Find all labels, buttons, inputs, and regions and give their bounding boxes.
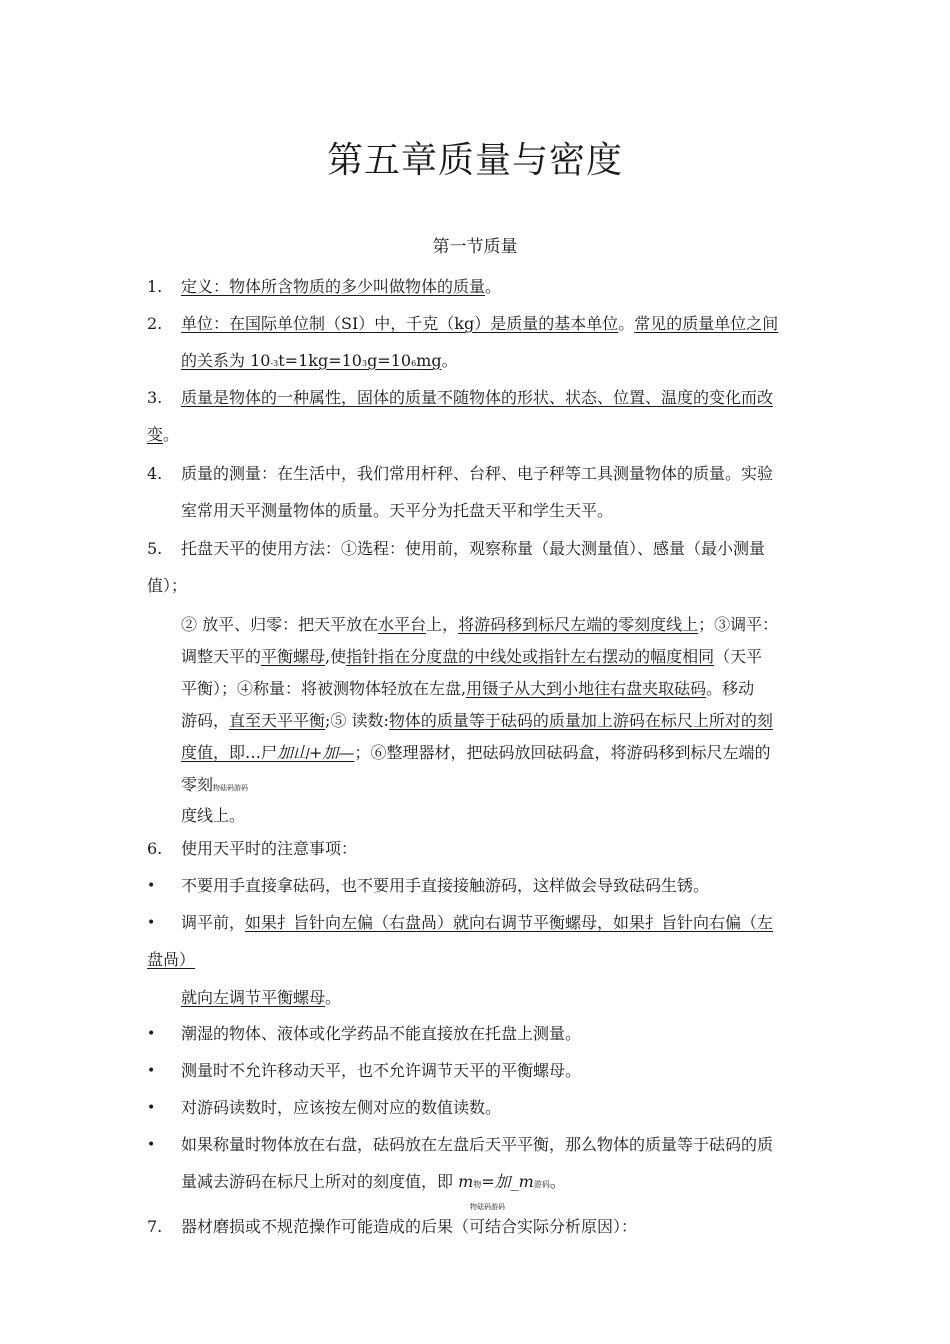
item-2-line-2: 的关系为 10-3t=1kg=103g=106mg。 xyxy=(181,351,458,370)
item-number: 1. xyxy=(147,277,163,296)
bullet-dot: • xyxy=(147,1137,156,1153)
definition-text: 定义：物体所含物质的多少叫做物体的质量 xyxy=(181,277,486,296)
para5-line-4: 游码，直至天平平衡;⑤ 读数:物体的质量等于砝码的质量加上游码在标尺上所对的刻 xyxy=(181,711,773,730)
item-2-line-1: 单位：在国际单位制（SI）中，千克（kg）是质量的基本单位。常见的质量单位之间 xyxy=(181,314,779,333)
item-4-line-1: 质量的测量：在生活中，我们常用杆秤、台秤、电子秤等工具测量物体的质量。实验 xyxy=(181,464,774,483)
item-3-line-2: 变。 xyxy=(147,425,180,444)
item-4-line-2: 室常用天平测量物体的质量。天平分为托盘天平和学生天平。 xyxy=(181,501,614,520)
bullet-2-line-3: 就向左调节平衡螺母。 xyxy=(181,988,342,1007)
bullet-3: 潮湿的物体、液体或化学药品不能直接放在托盘上测量。 xyxy=(181,1024,582,1043)
bullet-5: 对游码读数时，应该按左侧对应的数值读数。 xyxy=(181,1098,502,1117)
item-number: 2. xyxy=(147,314,163,333)
item-5-line-1: 托盘天平的使用方法：①选程：使用前，观察称量（最大测量值）、感量（最小测量 xyxy=(181,539,766,558)
item-number: 6. xyxy=(147,839,163,858)
bullet-2-line-1: 调平前，如果扌旨针向左偏（右盘咼）就向右调节平衡螺母，如果扌旨针向右偏（左 xyxy=(181,913,774,932)
bullet-dot: • xyxy=(147,915,156,931)
para5-line-3: 平衡）；④称量：将被测物体轻放在左盘,用镊子从大到小地往右盘夹取砝码。移动 xyxy=(181,679,755,698)
para5-line-7: 度线上。 xyxy=(181,806,246,825)
bullet-4: 测量时不允许移动天平，也不允许调节天平的平衡螺母。 xyxy=(181,1061,582,1080)
para5-line-2: 调整天平的平衡螺母,使指针指在分度盘的中线处或指针左右摆动的幅度相同（天平 xyxy=(181,647,763,666)
para5-line-6: 零刻物砝码游码 xyxy=(181,775,249,794)
bullet-dot: • xyxy=(147,1026,156,1042)
item-5-line-2: 值）； xyxy=(147,576,188,595)
bullet-6-line-1: 如果称量时物体放在右盘，砝码放在左盘后天平平衡，那么物体的质量等于砝码的质 xyxy=(181,1135,774,1154)
item-number: 3. xyxy=(147,388,163,407)
item-7: 器材磨损或不规范操作可能造成的后果（可结合实际分析原因）： xyxy=(181,1217,638,1236)
para5-line-1: ② 放平、归零：把天平放在水平台上，将游码移到标尺左端的零刻度线上；③调平： xyxy=(181,615,779,634)
bullet-1: 不要用手直接拿砝码，也不要用手直接接触游码，这样做会导致砝码生锈。 xyxy=(181,876,710,895)
chapter-title: 第五章质量与密度 xyxy=(326,140,623,181)
item-number: 7. xyxy=(147,1217,163,1236)
bullet-dot: • xyxy=(147,1063,156,1079)
item-3-line-1: 质量是物体的一种属性，固体的质量不随物体的形状、状态、位置、温度的变化而改 xyxy=(181,388,774,407)
bullet-dot: • xyxy=(147,878,156,894)
bullet-dot: • xyxy=(147,1100,156,1116)
bullet-6-line-2: 量减去游码在标尺上所对的刻度值，即 m物=加_m游码。 xyxy=(181,1172,566,1191)
bullet-2-line-2: 盘咼） xyxy=(147,950,196,969)
item-number: 5. xyxy=(147,539,163,558)
para5-line-5: 度值，即…尸加山+加—；⑥整理器材，把砝码放回砝码盒，将游码移到标尺左端的 xyxy=(181,743,771,762)
item-1: 定义：物体所含物质的多少叫做物体的质量。 xyxy=(181,277,502,296)
section-title: 第一节质量 xyxy=(432,237,518,257)
item-6: 使用天平时的注意事项： xyxy=(181,839,358,858)
item-number: 4. xyxy=(147,464,163,483)
formula-subscripts: 物砝码游码 xyxy=(470,1203,505,1211)
